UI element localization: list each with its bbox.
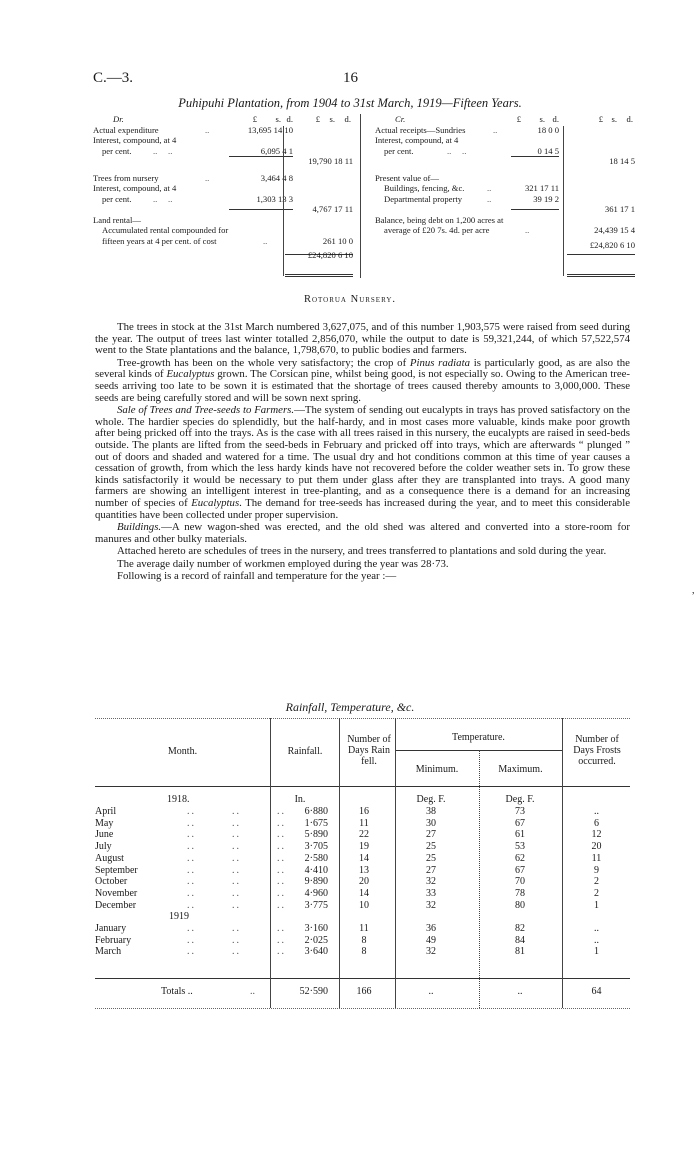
dr-land-label2: Accumulated rental compounded for — [102, 225, 229, 235]
frosts-cell: 2 — [594, 887, 599, 899]
minimum-cell: 49 — [426, 934, 436, 946]
cr-col-head-pound: £ — [516, 114, 521, 124]
dr-trees-label: Trees from nursery — [93, 172, 159, 183]
cr-col-head-pound-2: £ — [598, 114, 603, 124]
year-1919: 1919 — [169, 911, 189, 922]
minimum-cell: 32 — [426, 946, 436, 958]
p4-text: —A new wagon-shed was erected, and the old shed was altered and converted into a store-room for manures and other bulky materials. — [95, 521, 630, 545]
table-row: January 3·160 11 36 82 .. .. .. .. — [95, 923, 630, 935]
frosts-cell: 6 — [594, 817, 599, 829]
cr-subtotal2: 361 17 1 — [604, 204, 635, 214]
rainfall-cell: 3·775 — [304, 899, 328, 911]
minimum-cell: 36 — [426, 923, 436, 934]
dr-interest1-value: 6,095 4 1 — [260, 145, 293, 156]
dr-total: £24,820 6 10 — [307, 250, 353, 260]
paragraph-workmen: The average daily number of workmen employed during the year was 28·73. — [117, 557, 449, 570]
cr-dept-label: Departmental property — [384, 193, 463, 204]
days-rain-cell: 14 — [359, 852, 369, 864]
frosts-cell: 9 — [594, 864, 599, 876]
col-head-shilling-2: s. — [329, 114, 335, 124]
month-cell: October — [95, 876, 128, 888]
dr-interest2-label2: per cent. — [102, 193, 132, 204]
totals-row: Totals .. .. 52·590 166 .. .. 64 — [95, 986, 630, 998]
rainfall-table — [95, 718, 630, 1008]
col-head-shilling: s. — [275, 114, 281, 124]
col-head-pound-2: £ — [315, 114, 320, 124]
minimum-cell: 25 — [426, 841, 436, 853]
maximum-cell: 84 — [515, 934, 525, 946]
days-rain-cell: 10 — [359, 899, 369, 911]
frosts-cell: .. — [594, 806, 599, 817]
dr-expenditure-value: 13,695 14 10 — [247, 124, 293, 135]
minimum-cell: 32 — [426, 899, 436, 911]
table-row: April 6·880 16 38 73 .. .. .. .. — [95, 806, 630, 818]
dr-expenditure-label: Actual expenditure — [93, 124, 159, 135]
maximum-cell: 82 — [515, 923, 525, 934]
dr-land-value: 261 10 0 — [322, 235, 353, 246]
dr-interest1-label: Interest, compound, at 4 — [93, 135, 177, 145]
dr-interest1-label2: per cent. — [102, 145, 132, 156]
account-credit-side: Cr. £ s. d. £ s. d. Actual receipts—Sundries .. 18 0 0 Interest, compound, at 4 per cent. .. .. 0 14 5 18 14 5 Present value of— Buildings, fencing, &c. .. 321 17 11 Departmental property .. 39 19 2 361 17 1 Balance, being debt on 1,200 acres at average of £20 7s. 4d. per acre .. 24,439 15 4 £24,820 6 10 — [375, 114, 637, 250]
maximum-cell: 67 — [515, 864, 525, 876]
table-row: December 3·775 10 32 80 1 .. .. .. — [95, 900, 630, 912]
maximum-cell: 70 — [515, 876, 525, 888]
days-rain-cell: 8 — [361, 946, 367, 958]
table-row: March 3·640 8 32 81 1 .. .. .. — [95, 946, 630, 958]
month-cell: August — [95, 852, 124, 864]
table-row: November 4·960 14 33 78 2 .. .. .. — [95, 888, 630, 900]
month-cell: November — [95, 887, 138, 899]
minimum-cell: 30 — [426, 817, 436, 829]
month-cell: April — [95, 806, 117, 817]
cr-receipts-label: Actual receipts—Sundries — [375, 124, 466, 135]
days-rain-cell: 8 — [361, 934, 367, 946]
p2-eucalyptus: Eucalyptus — [166, 368, 215, 381]
totals-rain: 52·590 — [299, 986, 328, 997]
rainfall-cell: 3·160 — [304, 923, 328, 934]
p4-heading: Buildings. — [117, 521, 162, 534]
header-minimum: Minimum. — [415, 764, 459, 775]
month-cell: March — [95, 946, 122, 958]
rainfall-cell: 2·025 — [304, 934, 328, 946]
rainfall-table-title: Rainfall, Temperature, &c. — [285, 700, 415, 714]
maximum-cell: 62 — [515, 852, 525, 864]
unit-rainfall: In. — [294, 794, 306, 805]
dr-interest2-value: 1,303 13 3 — [256, 193, 293, 204]
cr-receipts-value: 18 0 0 — [537, 124, 559, 135]
month-cell: July — [95, 841, 112, 853]
days-rain-cell: 11 — [359, 817, 369, 829]
dr-trees-value: 3,464 4 8 — [260, 172, 293, 183]
cr-balance-label: Balance, being debt on 1,200 acres at — [375, 214, 504, 225]
days-rain-cell: 22 — [359, 829, 369, 841]
cr-total: £24,820 6 10 — [589, 239, 635, 250]
rainfall-cell: 2·580 — [304, 852, 328, 864]
totals-frosts: 64 — [591, 986, 602, 997]
rainfall-cell: 6·880 — [304, 806, 328, 817]
col-head-pence-2: d. — [344, 114, 351, 124]
maximum-cell: 78 — [515, 887, 525, 899]
p3-text-a: —The system of sending out eucalypts in trays has proved satisfactory on the whole. The hardier species do splendidly, but the half-hardy, and in most cases more valuable, kinds make poor growth after being pricked off into the trays. As is the case with all trees raised in this nursery, the eucalypts are raised in seed-beds outside. The plants are lifted from the seed-beds in February and pricked off into trays, which are afterwards “ plunged ” out of doors and shaded and watered for a time. The usual dry and hot conditions common at this time of year causes a cessation of growth, from which the less hardy kinds have not recovered before the colder weather sets in. To grow these kinds satisfactorily it would be necessary to put them under glass after they are transplanted into trays. A good many farmers are showing an intelligent interest in tree-planting, and as a consequence there is a demand for an increasing number of species of — [95, 404, 630, 509]
table-row: June 5·890 22 27 61 12 .. .. .. — [95, 829, 630, 841]
paragraph-buildings — [95, 522, 630, 545]
table-row: September 4·410 13 27 67 9 .. .. .. — [95, 865, 630, 877]
dr-subtotal2: 4,767 17 11 — [312, 204, 353, 214]
paragraph-schedules: Attached hereto are schedules of trees in the nursery, and trees transferred to plantations and sold during the year. — [117, 545, 607, 558]
month-cell: June — [95, 829, 114, 841]
dr-subtotal1: 19,790 18 11 — [308, 156, 353, 166]
rainfall-cell: 4·410 — [304, 864, 328, 876]
paragraph-tree-growth — [95, 358, 630, 404]
table-row: October 9·890 20 32 70 2 .. .. .. — [95, 876, 630, 888]
header-maximum: Maximum. — [498, 764, 543, 775]
totals-max: .. — [517, 986, 523, 997]
cr-buildings-value: 321 17 11 — [524, 183, 559, 193]
header-month: Month. — [167, 746, 198, 757]
header-rainfall: Rainfall. — [287, 746, 323, 757]
rainfall-cell: 4·960 — [304, 887, 328, 899]
dr-label: Dr. — [113, 114, 124, 124]
account-debit-side: Dr. £ s. d. £ s. d. Actual expenditure .. 13,695 14 10 Interest, compound, at 4 per cent. .. .. 6,095 4 1 19,790 18 11 Trees from nursery .. 3,464 4 8 Interest, compound, at 4 per cent. .. .. 1,303 13 3 4,767 17 11 Land rental— Accumulated rental compounded for fifteen years at 4 per cent. of cost .. 261 10 0 £24,820 6 10 — [93, 114, 358, 261]
days-rain-cell: 16 — [359, 806, 369, 817]
cr-interest-label2: per cent. — [384, 145, 414, 156]
month-cell: January — [95, 923, 127, 934]
month-cell: February — [95, 934, 132, 946]
frosts-cell: .. — [594, 923, 599, 934]
frosts-cell: 2 — [594, 876, 599, 888]
unit-max: Deg. F. — [505, 794, 535, 805]
cr-col-head-shilling-2: s. — [611, 114, 617, 124]
frosts-cell: 1 — [594, 899, 599, 911]
dr-land-label: Land rental— — [93, 214, 141, 225]
p3-heading: Sale of Trees and Tree-seeds to Farmers. — [117, 404, 295, 417]
minimum-cell: 33 — [426, 887, 436, 899]
cr-present-label: Present value of— — [375, 172, 439, 183]
page-number: 16 — [343, 70, 358, 86]
cr-subtotal1: 18 14 5 — [609, 156, 635, 166]
maximum-cell: 73 — [515, 806, 525, 817]
rainfall-cell: 1·675 — [304, 817, 328, 829]
frosts-cell: 12 — [591, 829, 602, 841]
paragraph-following: Following is a record of rainfall and temperature for the year :— — [117, 570, 397, 583]
totals-min: .. — [428, 986, 434, 997]
table-row: May 1·675 11 30 67 6 .. .. .. — [95, 818, 630, 830]
minimum-cell: 32 — [426, 876, 436, 888]
maximum-cell: 67 — [515, 817, 525, 829]
rainfall-cell: 5·890 — [304, 829, 328, 841]
col-head-pound: £ — [252, 114, 257, 124]
cr-interest-label: Interest, compound, at 4 — [375, 135, 459, 145]
minimum-cell: 27 — [426, 864, 436, 876]
frosts-cell: 11 — [591, 852, 602, 864]
body-text — [95, 322, 630, 584]
maximum-cell: 61 — [515, 829, 525, 841]
maximum-cell: 80 — [515, 899, 525, 911]
table-row: July 3·705 19 25 53 20 .. .. .. — [95, 841, 630, 853]
rainfall-cell: 9·890 — [304, 876, 328, 888]
frosts-cell: 20 — [591, 841, 602, 853]
rainfall-cell: 3·705 — [304, 841, 328, 853]
table-row: August 2·580 14 25 62 11 .. .. .. — [95, 853, 630, 865]
month-cell: September — [95, 864, 138, 876]
table-row: February 2·025 8 49 84 .. .. .. .. — [95, 935, 630, 947]
p3-eucalyptus: Eucalyptus — [191, 496, 240, 509]
cr-interest-value: 0 14 5 — [537, 145, 559, 156]
dr-interest2-label: Interest, compound, at 4 — [93, 183, 177, 193]
cr-col-head-pence-2: d. — [626, 114, 633, 124]
year-1918: 1918. — [167, 794, 190, 805]
days-rain-cell: 14 — [359, 887, 369, 899]
cr-col-head-pence: d. — [552, 114, 559, 124]
p2-text-a: Tree-growth has been on the whole very satisfactory; the crop of — [117, 356, 410, 369]
days-rain-cell: 11 — [359, 923, 369, 934]
maximum-cell: 53 — [515, 841, 525, 853]
p2-text-b: is particularly good, as are also the several kinds of — [95, 356, 630, 381]
dr-land-label3: fifteen years at 4 per cent. of cost — [102, 235, 217, 246]
cr-balance-label2: average of £20 7s. 4d. per acre — [384, 225, 490, 235]
days-rain-cell: 13 — [359, 864, 369, 876]
minimum-cell: 38 — [426, 806, 436, 817]
p2-text-c: grown. The Corsican pine, whilst being good, is not especially so. Owing to the American tree-seeds arriving too late to be sown it is estimated that the shortage of trees caused thereby amounts to 3,000,000. These seeds are being carefully stored and will be sown next spring. — [95, 368, 630, 404]
cr-buildings-label: Buildings, fencing, &c. — [384, 183, 465, 193]
month-cell: May — [95, 817, 114, 829]
rainfall-cell: 3·640 — [304, 946, 328, 958]
paragraph-sale — [95, 405, 630, 521]
month-cell: December — [95, 899, 137, 911]
cr-label: Cr. — [395, 114, 406, 124]
header-temperature: Temperature. — [452, 732, 505, 743]
totals-label: Totals .. — [161, 986, 193, 997]
minimum-cell: 27 — [426, 829, 436, 841]
header-days-rain: Number of Days Rain fell. — [347, 734, 391, 767]
document-reference: C.—3. — [93, 70, 134, 86]
cr-col-head-shilling: s. — [539, 114, 545, 124]
cr-balance-value: 24,439 15 4 — [594, 225, 635, 235]
p3-text-b: . The demand for tree-seeds has increased during the year, and to meet this considerable quantities have been collected under proper supervision. — [95, 496, 631, 521]
unit-min: Deg. F. — [416, 794, 446, 805]
p2-pinus: Pinus radiata — [409, 356, 470, 369]
maximum-cell: 81 — [515, 946, 525, 958]
minimum-cell: 25 — [426, 852, 436, 864]
days-rain-cell: 20 — [359, 876, 369, 888]
totals-days: 166 — [356, 986, 372, 997]
cr-dept-value: 39 19 2 — [533, 193, 559, 204]
days-rain-cell: 19 — [359, 841, 369, 853]
section-title: Rotorua Nursery. — [303, 294, 397, 305]
frosts-cell: 1 — [594, 946, 599, 958]
col-head-pence: d. — [286, 114, 293, 124]
frosts-cell: .. — [594, 934, 599, 946]
account-title: Puhipuhi Plantation, from 1904 to 31st March, 1919—Fifteen Years. — [178, 96, 522, 110]
paragraph-stock: The trees in stock at the 31st March numbered 3,627,075, and of this number 1,903,575 were raised from seed during the year. The output of trees last winter totalled 2,856,070, while the output to date is 59,321,244, of which 57,522,574 went to the State plantations and the balance, 1,798,670, to public bodies and farmers. — [95, 321, 630, 357]
header-frosts: Number of Days Frosts occurred. — [573, 734, 621, 767]
